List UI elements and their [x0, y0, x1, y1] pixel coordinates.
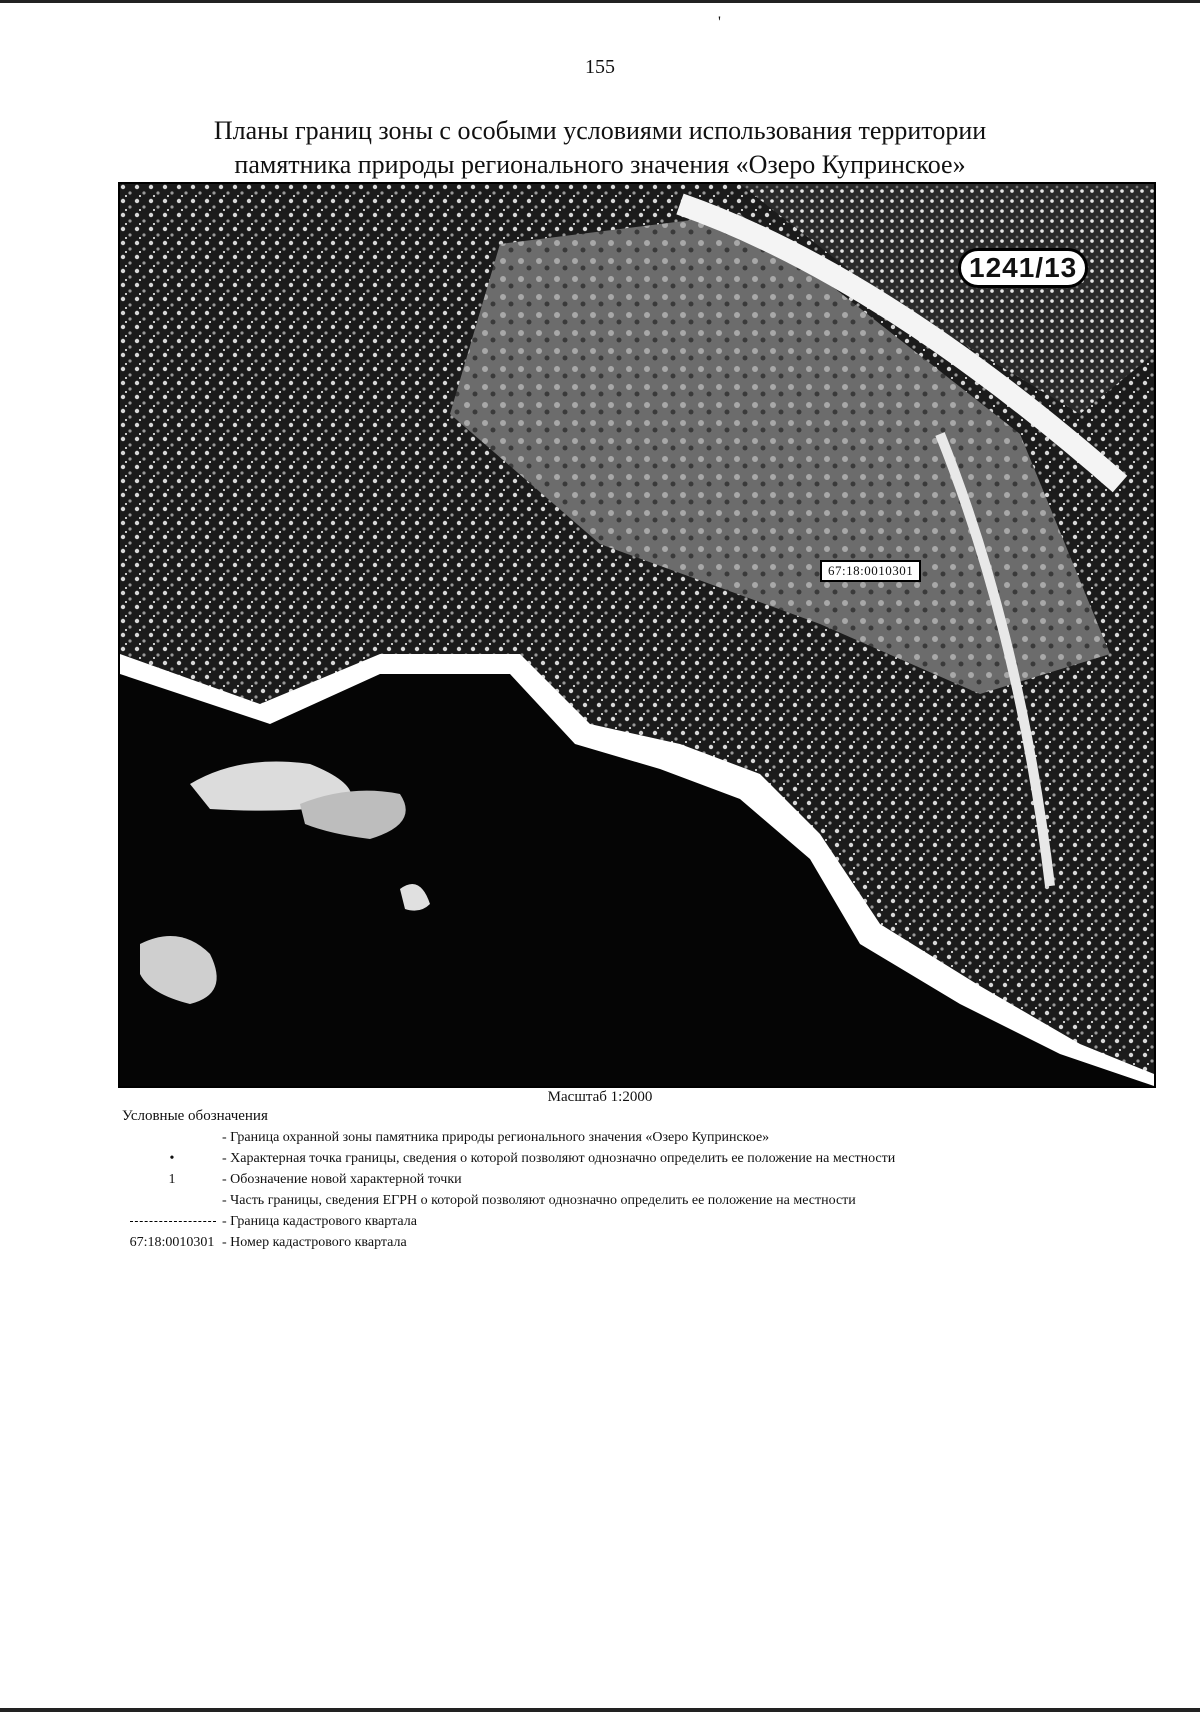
legend-cadastral-number-symbol: 67:18:0010301	[129, 1235, 215, 1250]
page-number: 155	[585, 56, 615, 78]
map-scale: Масштаб 1:2000	[547, 1089, 653, 1105]
legend-symbol-blank	[122, 1127, 222, 1148]
parcel-number-label: 1241/13	[958, 248, 1088, 288]
legend-text: - Граница охранной зоны памятника природы регионального значения «Озеро Купринское»	[222, 1130, 770, 1145]
title-line-1: Планы границ зоны с особыми условиями использования территории	[213, 116, 987, 145]
cadastral-quarter-label: 67:18:0010301	[820, 560, 921, 582]
legend-dashed-line-icon	[122, 1211, 222, 1232]
page-title	[0, 114, 1200, 182]
legend-item	[122, 1190, 1082, 1211]
legend-text: - Граница кадастрового квартала	[222, 1214, 417, 1229]
top-scan-border	[0, 0, 1200, 3]
title-line-2: памятника природы регионального значения «Озеро Купринское»	[234, 150, 966, 179]
legend-dot-icon: •	[169, 1151, 175, 1166]
bottom-scan-border	[0, 1708, 1200, 1712]
legend	[122, 1127, 1082, 1253]
legend-title: Условные обозначения	[122, 1108, 268, 1124]
legend-item	[122, 1148, 1082, 1169]
satellite-map	[118, 182, 1156, 1088]
legend-item	[122, 1169, 1082, 1190]
legend-text: - Обозначение новой характерной точки	[222, 1172, 462, 1187]
satellite-image	[120, 184, 1154, 1086]
legend-item	[122, 1211, 1082, 1232]
legend-text: - Характерная точка границы, сведения о которой позволяют однозначно определить ее положение на местности	[222, 1151, 896, 1166]
legend-item	[122, 1127, 1082, 1148]
legend-item	[122, 1232, 1082, 1253]
legend-text: - Часть границы, сведения ЕГРН о которой позволяют однозначно определить ее положение на местности	[222, 1193, 856, 1208]
legend-numeral-symbol: 1	[168, 1172, 176, 1187]
stray-mark: '	[718, 14, 721, 31]
legend-text: - Номер кадастрового квартала	[222, 1235, 407, 1250]
legend-symbol-blank	[122, 1190, 222, 1211]
